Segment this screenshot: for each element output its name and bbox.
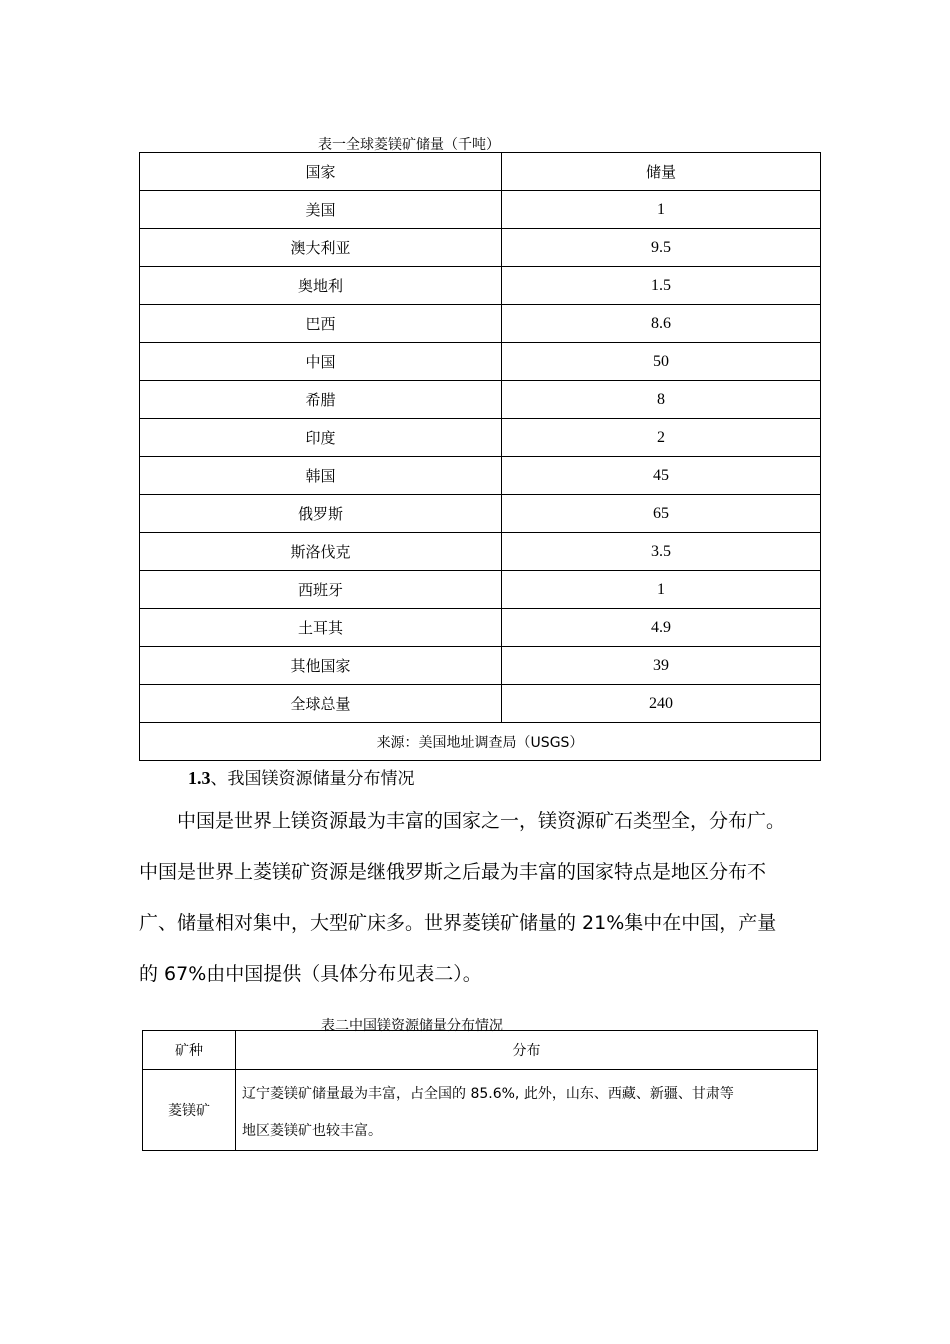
column-header-kind: 矿种 [143,1031,236,1070]
table-row [140,495,821,533]
table-row [143,1070,818,1151]
reserve-cell: 4.9 [502,609,821,647]
country-cell: 全球总量 [140,685,502,723]
country-cell: 印度 [140,419,502,457]
reserve-cell: 50 [502,343,821,381]
table-row [140,533,821,571]
table-header-row [143,1031,818,1070]
paragraph-line: 的 67%由中国提供（具体分布见表二）。 [139,963,482,985]
country-cell: 土耳其 [140,609,502,647]
paragraph-line: 广、储量相对集中，大型矿床多。世界菱镁矿储量的 21%集中在中国，产量 [139,912,777,934]
table-row [140,685,821,723]
reserve-cell: 9.5 [502,229,821,267]
table-footer-row [140,723,821,761]
country-cell: 其他国家 [140,647,502,685]
column-header-distribution: 分布 [236,1031,818,1070]
table-row [140,229,821,267]
paragraph-line: 中国是世界上菱镁矿资源是继俄罗斯之后最为丰富的国家特点是地区分布不 [139,861,767,883]
country-cell: 奥地利 [140,267,502,305]
table-row [140,305,821,343]
section-number: 1.3 [188,768,211,788]
country-cell: 希腊 [140,381,502,419]
mineral-kind: 菱镁矿 [143,1070,236,1151]
table-row [140,457,821,495]
reserve-cell: 45 [502,457,821,495]
table1-caption: 表一全球菱镁矿储量（千吨） [318,137,500,153]
country-cell: 韩国 [140,457,502,495]
reserve-cell: 3.5 [502,533,821,571]
reserve-cell: 65 [502,495,821,533]
country-cell: 俄罗斯 [140,495,502,533]
section-heading [188,764,415,789]
reserve-cell: 1 [502,571,821,609]
reserve-cell: 1.5 [502,267,821,305]
table-row [140,267,821,305]
country-cell: 澳大利亚 [140,229,502,267]
reserve-cell: 39 [502,647,821,685]
country-cell: 西班牙 [140,571,502,609]
body-paragraph [139,796,839,1000]
paragraph-line: 中国是世界上镁资源最为丰富的国家之一，镁资源矿石类型全，分布广。 [139,810,786,832]
reserves-table [139,152,821,761]
table-row [140,647,821,685]
distribution-table [142,1030,818,1151]
reserve-cell: 2 [502,419,821,457]
column-header-country: 国家 [140,153,502,191]
section-title: 、我国镁资源储量分布情况 [210,769,415,789]
country-cell: 美国 [140,191,502,229]
table-row [140,191,821,229]
source-note: 来源：美国地址调查局（USGS） [140,723,821,761]
reserve-cell: 8 [502,381,821,419]
reserve-cell: 240 [502,685,821,723]
reserve-cell: 1 [502,191,821,229]
column-header-reserve: 储量 [502,153,821,191]
country-cell: 中国 [140,343,502,381]
table-row [140,609,821,647]
reserve-cell: 8.6 [502,305,821,343]
table-row [140,419,821,457]
distribution-line: 辽宁菱镁矿储量最为丰富，占全国的 85.6%, 此外，山东、西藏、新疆、甘肃等 [242,1086,734,1102]
table-row [140,343,821,381]
table2-caption: 表二中国镁资源储量分布情况 [321,1018,503,1034]
table-header-row [140,153,821,191]
distribution-line: 地区菱镁矿也较丰富。 [242,1123,382,1139]
table-row [140,381,821,419]
country-cell: 巴西 [140,305,502,343]
table-row [140,571,821,609]
country-cell: 斯洛伐克 [140,533,502,571]
distribution-text [236,1070,818,1151]
